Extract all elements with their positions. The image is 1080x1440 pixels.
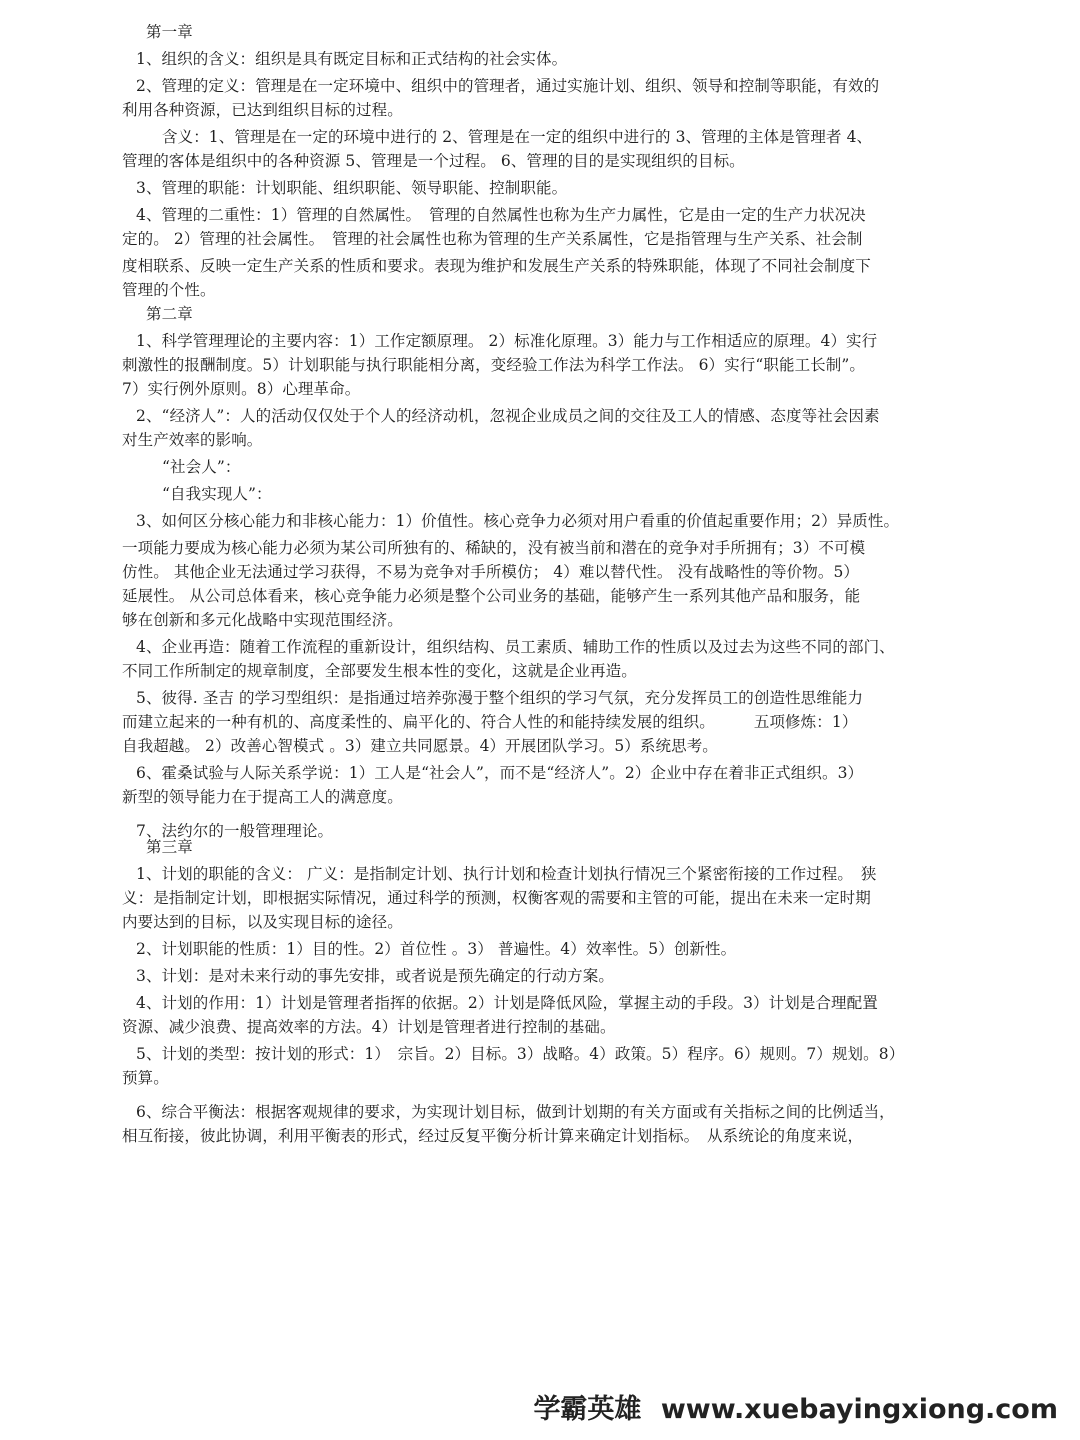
text-line: 3、计划：是对未来行动的事先安排，或者说是预先确定的行动方案。 [136,967,614,985]
text-line: 利用各种资源，已达到组织目标的过程。 [122,101,403,119]
text-line: “社会人”： [162,458,241,476]
text-line: 而建立起来的一种有机的、高度柔性的、扁平化的、符合人性的和能持续发展的组织。 五项修炼：1） [122,713,858,731]
text-line: 不同工作所制定的规章制度，全部要发生根本性的变化，这就是企业再造。 [122,662,637,680]
chapter-heading: 第二章 [146,305,193,323]
text-line: 预算。 [122,1069,169,1087]
text-line: 5、彼得. 圣吉 的学习型组织：是指通过培养弥漫于整个组织的学习气氛，充分发挥员工的创造性思维能力 [136,689,864,707]
text-line: 5、计划的类型：按计划的形式：1） 宗旨。2）目标。3）战略。4）政策。5）程序。6）规则。7）规划。8） [136,1045,905,1063]
text-line: 仿性。 其他企业无法通过学习获得，不易为竞争对手所模仿； 4）难以替代性。 没有战略性的等价物。5） [122,563,860,581]
text-line: 1、计划的职能的含义： 广义：是指制定计划、执行计划和检查计划执行情况三个紧密衔接的工作过程。 狭 [136,865,877,883]
text-line: 1、科学管理理论的主要内容：1）工作定额原理。 2）标准化原理。3）能力与工作相适应的原理。4）实行 [136,332,878,350]
chapter-heading: 第一章 [146,23,193,41]
text-line: 7）实行例外原则。8）心理革命。 [122,380,361,398]
chapter-heading: 第三章 [146,838,193,856]
text-line: 1、组织的含义：组织是具有既定目标和正式结构的社会实体。 [136,50,568,68]
text-line: 一项能力要成为核心能力必须为某公司所独有的、稀缺的，没有被当前和潜在的竞争对手所拥有；3）不可模 [122,539,866,557]
text-line: 3、管理的职能：计划职能、组织职能、领导职能、控制职能。 [136,179,568,197]
text-line: 够在创新和多元化战略中实现范围经济。 [122,611,403,629]
text-line: 6、综合平衡法：根据客观规律的要求，为实现计划目标，做到计划期的有关方面或有关指标之间的比例适当， [136,1103,895,1121]
text-line: 7、法约尔的一般管理理论。 [136,822,334,840]
text-line: 内要达到的目标，以及实现目标的途径。 [122,913,403,931]
text-line: 刺激性的报酬制度。5）计划职能与执行职能相分离，变经验工作法为科学工作法。 6）实行“职能工长制”。 [122,356,866,374]
text-line: 相互衔接，彼此协调，利用平衡表的形式，经过反复平衡分析计算来确定计划指标。 从系统论的角度来说， [122,1127,864,1145]
text-line: 自我超越。 2）改善心智模式 。3）建立共同愿景。4）开展团队学习。5）系统思考。 [122,737,718,755]
text-line: 含义：1、管理是在一定的环境中进行的 2、管理是在一定的组织中进行的 3、管理的主体是管理者 4、 [162,128,873,146]
text-line: 度相联系、反映一定生产关系的性质和要求。表现为维护和发展生产关系的特殊职能，体现了不同社会制度下 [122,257,871,275]
text-line: 2、“经济人”：人的活动仅仅处于个人的经济动机，忽视企业成员之间的交往及工人的情感、态度等社会因素 [136,407,880,425]
text-line: 2、管理的定义：管理是在一定环境中、组织中的管理者，通过实施计划、组织、领导和控制等职能，有效的 [136,77,880,95]
text-line: 2、计划职能的性质：1）目的性。2）首位性 。3） 普遍性。4）效率性。5）创新性。 [136,940,737,958]
brand-name: 学霸英雄 [533,1394,642,1425]
text-line: 管理的客体是组织中的各种资源 5、管理是一个过程。 6、管理的目的是实现组织的目标。 [122,152,745,170]
text-line: 资源、减少浪费、提高效率的方法。4）计划是管理者进行控制的基础。 [122,1018,616,1036]
text-line: 对生产效率的影响。 [122,431,263,449]
text-line: 6、霍桑试验与人际关系学说：1）工人是“社会人”，而不是“经济人”。2）企业中存在着非正式组织。3） [136,764,864,782]
text-line: 3、如何区分核心能力和非核心能力：1）价值性。核心竞争力必须对用户看重的价值起重要作用；2）异质性。 [136,512,900,530]
text-line: 新型的领导能力在于提高工人的满意度。 [122,788,403,806]
text-line: 义：是指制定计划，即根据实际情况，通过科学的预测，权衡客观的需要和主管的可能，提出在未来一定时期 [122,889,871,907]
document-body [122,20,968,1148]
watermark-footer [533,1387,1058,1426]
text-line: 定的。 2）管理的社会属性。 管理的社会属性也称为管理的生产关系属性，它是指管理与生产关系、社会制 [122,230,863,248]
text-line: 延展性。 从公司总体看来，核心竞争能力必须是整个公司业务的基础，能够产生一系列其他产品和服务，能 [122,587,861,605]
brand-url: www.xuebayingxiong.com [660,1394,1058,1425]
text-line: “自我实现人”： [162,485,272,503]
text-line: 管理的个性。 [122,281,216,299]
text-line: 4、管理的二重性：1）管理的自然属性。 管理的自然属性也称为生产力属性，它是由一定的生产力状况决 [136,206,866,224]
text-line: 4、计划的作用：1）计划是管理者指挥的依据。2）计划是降低风险，掌握主动的手段。3）计划是合理配置 [136,994,878,1012]
text-line: 4、企业再造：随着工作流程的重新设计，组织结构、员工素质、辅助工作的性质以及过去为这些不同的部门、 [136,638,895,656]
